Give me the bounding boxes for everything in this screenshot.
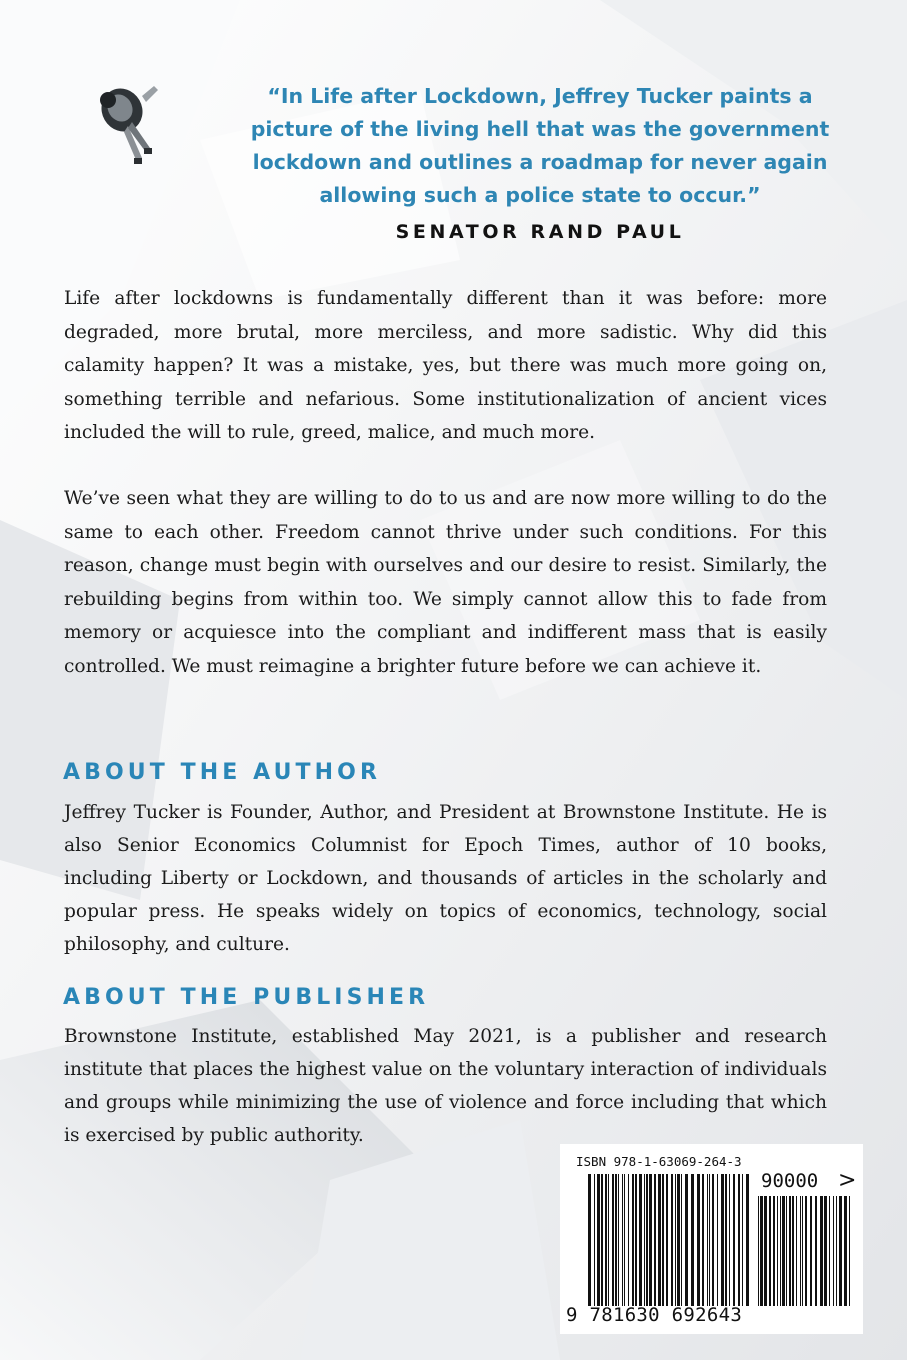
description-paragraph-2: We’ve seen what they are willing to do to us and are now more willing to do the same to each other. Freedom cannot thrive under such conditions. For this reason, change must begin with ourselves and our desire to resist. Similarly, the rebuilding begins from within too. We simply cannot allow this to fade from memory or acquiesce into the compliant and indifferent mass that is easily controlled. We must reimagine a brighter future before we can achieve it. bbox=[64, 488, 827, 677]
addon-barcode-lines bbox=[758, 1196, 850, 1306]
main-barcode-lines bbox=[588, 1174, 749, 1306]
endorsement-attribution: SENATOR RAND PAUL bbox=[395, 221, 685, 243]
price-code: 90000 bbox=[761, 1170, 819, 1192]
about-publisher-heading: ABOUT THE PUBLISHER bbox=[63, 985, 430, 1010]
about-author-body: Jeffrey Tucker is Founder, Author, and President at Brownstone Institute. He is also Senior Economics Columnist for Epoch Times, author of 10 books, including Liberty or Lockdown, and thousands of articles in the scholarly and popular press. He speaks widely on topics of economics, technology, social philosophy, and culture. bbox=[64, 802, 827, 955]
isbn-label: ISBN 978-1-63069-264-3 bbox=[576, 1154, 742, 1169]
price-indicator: > bbox=[838, 1168, 857, 1193]
description-paragraph-1: Life after lockdowns is fundamentally different than it was before: more degraded, more brutal, more merciless, and more sadistic. Why did this calamity happen? It was a mistake, yes, but there was much more going on, something terrible and nefarious. Some institutionalization of ancient vices included the will to rule, greed, malice, and much more. bbox=[64, 288, 827, 444]
barcode-number: 9 781630 692643 bbox=[566, 1304, 743, 1326]
about-author-heading: ABOUT THE AUTHOR bbox=[63, 760, 382, 785]
walking-person-illustration bbox=[84, 78, 170, 180]
isbn-barcode bbox=[560, 1144, 863, 1334]
about-publisher-body: Brownstone Institute, established May 2021, is a publisher and research institute that places the highest value on the voluntary interaction of individuals and groups while minimizing the use of violence and force including that which is exercised by public authority. bbox=[64, 1026, 827, 1146]
endorsement-quote: “In Life after Lockdown, Jeffrey Tucker paints a picture of the living hell that was the government lockdown and outlines a roadmap for never again allowing such a police state to occur.” bbox=[250, 84, 830, 207]
